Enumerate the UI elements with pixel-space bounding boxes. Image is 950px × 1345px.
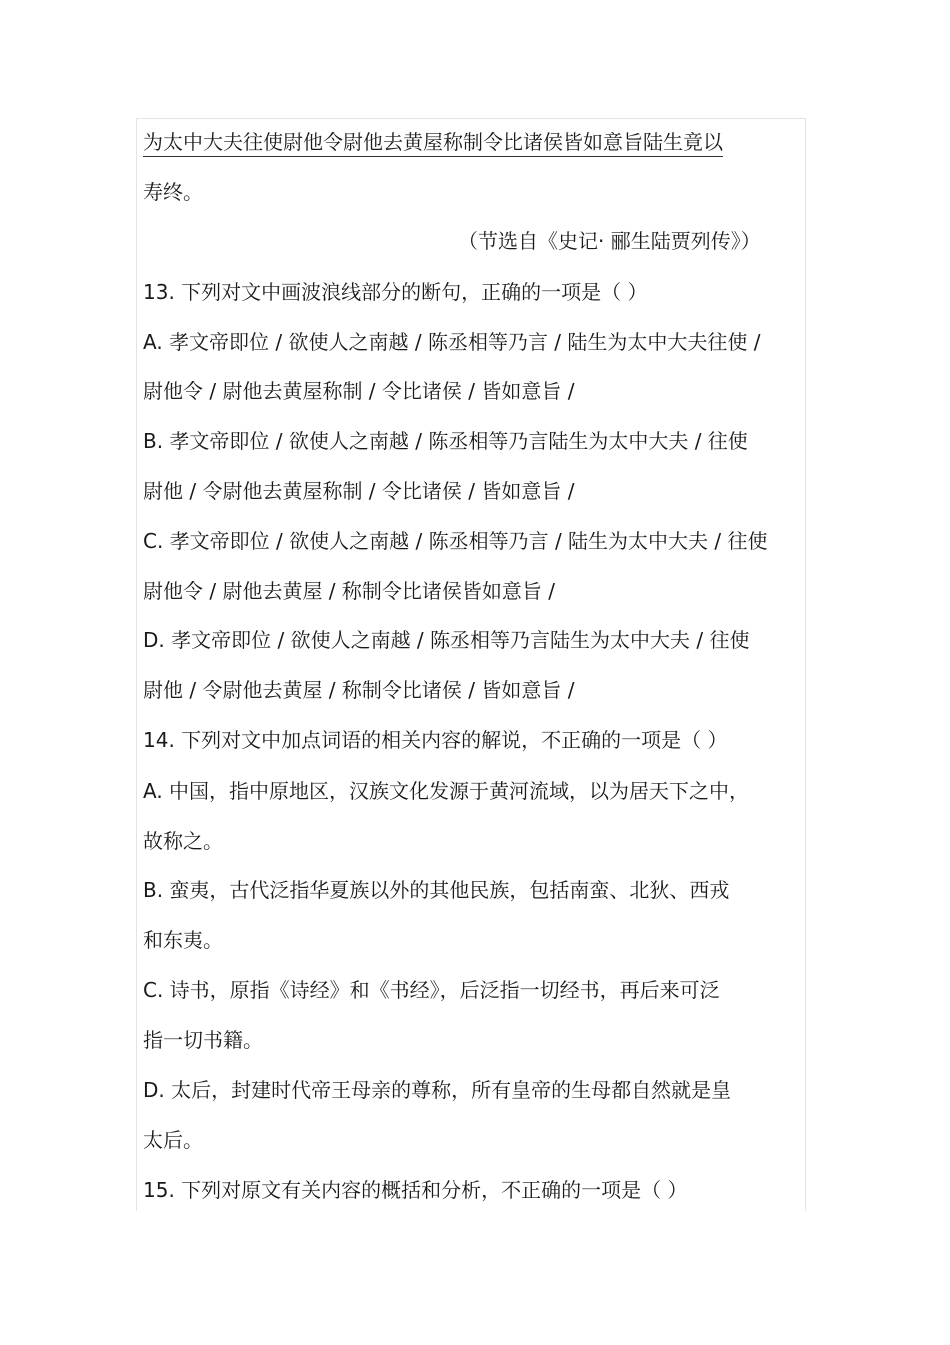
passage-line-1: [143, 128, 723, 156]
passage-line-2: 寿终。: [143, 180, 203, 204]
q13-option-b-line2: 尉他 / 令尉他去黄屋称制 / 令比诸侯 / 皆如意旨 /: [143, 479, 575, 503]
q14-option-c-line2: 指一切书籍。: [143, 1028, 263, 1052]
wavy-underlined-text: 为太中大夫往使尉他令尉他去黄屋称制令比诸侯皆如意旨陆生竟以: [143, 130, 723, 157]
question-15-stem: 15. 下列对原文有关内容的概括和分析，不正确的一项是（ ）: [143, 1178, 688, 1202]
q13-option-d-line2: 尉他 / 令尉他去黄屋 / 称制令比诸侯 / 皆如意旨 /: [143, 678, 575, 702]
q14-option-d-line2: 太后。: [143, 1128, 203, 1152]
question-13-stem: 13. 下列对文中画波浪线部分的断句，正确的一项是（ ）: [143, 280, 648, 304]
q13-option-b-line1: B. 孝文帝即位 / 欲使人之南越 / 陈丞相等乃言陆生为太中大夫 / 往使: [143, 429, 748, 453]
q13-option-d-line1: D. 孝文帝即位 / 欲使人之南越 / 陈丞相等乃言陆生为太中大夫 / 往使: [143, 628, 750, 652]
q14-option-b-line1: B. 蛮夷，古代泛指华夏族以外的其他民族，包括南蛮、北狄、西戎: [143, 878, 730, 902]
question-14-stem: 14. 下列对文中加点词语的相关内容的解说，不正确的一项是（ ）: [143, 728, 728, 752]
q14-option-d-line1: D. 太后，封建时代帝王母亲的尊称，所有皇帝的生母都自然就是皇: [143, 1078, 732, 1102]
q13-option-a-line2: 尉他令 / 尉他去黄屋称制 / 令比诸侯 / 皆如意旨 /: [143, 379, 575, 403]
q13-option-a-line1: A. 孝文帝即位 / 欲使人之南越 / 陈丞相等乃言 / 陆生为太中大夫往使 /: [143, 330, 761, 354]
q14-option-a-line1: A. 中国，指中原地区，汉族文化发源于黄河流域，以为居天下之中，: [143, 779, 750, 803]
passage-source: （节选自《史记· 郦生陆贾列传》）: [458, 229, 761, 253]
q14-option-c-line1: C. 诗书，原指《诗经》和《书经》，后泛指一切经书，再后来可泛: [143, 978, 720, 1002]
q14-option-a-line2: 故称之。: [143, 829, 223, 853]
q14-option-b-line2: 和东夷。: [143, 928, 223, 952]
q13-option-c-line1: C. 孝文帝即位 / 欲使人之南越 / 陈丞相等乃言 / 陆生为太中大夫 / 往使: [143, 529, 768, 553]
q13-option-c-line2: 尉他令 / 尉他去黄屋 / 称制令比诸侯皆如意旨 /: [143, 579, 556, 603]
